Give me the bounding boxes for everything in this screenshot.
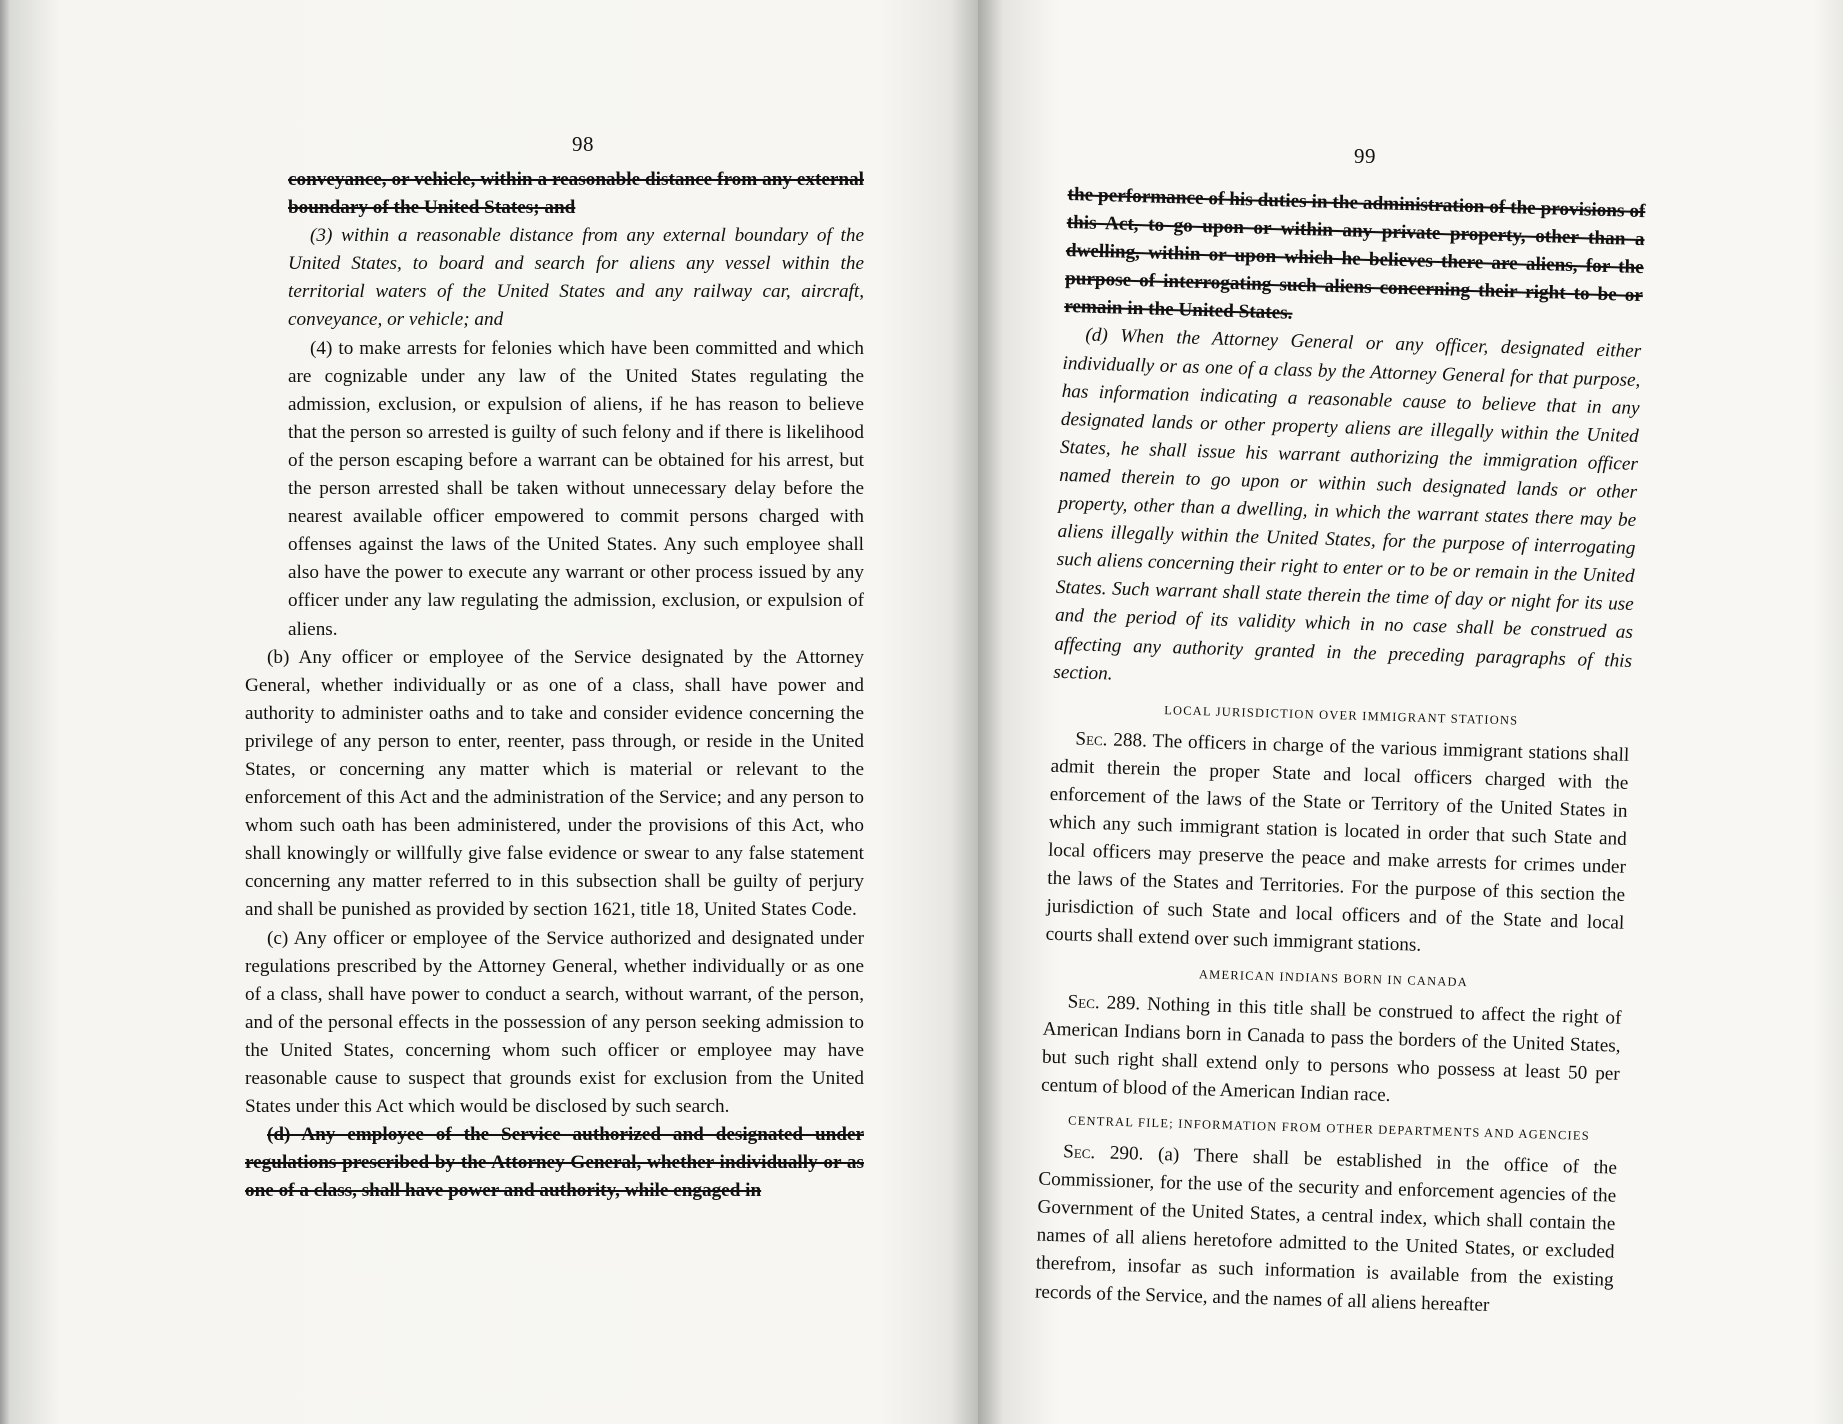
right-page-body bbox=[1035, 181, 1646, 1323]
subsection-d-struck: (d) Any employee of the Service authorized and designated under regulations prescribed by the Attorney General, whether individually or as one of a class, shall have power and authority, while engaged in bbox=[245, 1124, 864, 1202]
section-heading: AMERICAN INDIANS BORN IN CANADA bbox=[1198, 966, 1469, 989]
subsection-d-italic: (d) When the Attorney General or any officer, designated either individually or as one of a class by the Attorney General for that purpose, has information indicating a reasonable cause to believe that in any designated lands or other property aliens are illegally within the United States, he shall issue his warrant authorizing the immigration officer named therein to go upon or within such designated lands or other property, other than a dwelling, in which the warrant states there may be aliens illegally within the United States, for the purpose of interrogating such aliens concerning their right to enter or to be or remain in the United States. Such warrant shall state therein the time of day or night for its use and the period of its validity which in no case shall be construed as affecting any authority granted in the preceding paragraphs of this section. bbox=[1053, 325, 1642, 685]
section-text: Nothing in this title shall be construed to affect the right of American Indians born in Canada to pass the borders of the United States, but such right shall extend only to persons who possess at least 50 per centum of blood of the American Indian race. bbox=[1040, 993, 1622, 1106]
left-page-body bbox=[245, 166, 864, 1205]
item-3-italic: (3) within a reasonable distance from any external boundary of the United States, to board and search for aliens any vessel within the territorial waters of the United States and any railway car, aircraft, conveyance, or vehicle; and bbox=[288, 225, 864, 331]
section-290 bbox=[1035, 1138, 1618, 1324]
right-page-number: 99 bbox=[1354, 144, 1376, 168]
subsection-c: (c) Any officer or employee of the Service authorized and designated under regulations prescribed by the Attorney General, whether individually or as one of a class, shall have power to conduct a search, without warrant, of the person, and of the personal effects in the possession of any person seeking admission to the United States, concerning whom such officer or employee may have reasonable cause to suspect that grounds exist for exclusion from the United States under this Act which would be disclosed by such search. bbox=[245, 927, 864, 1118]
section-text: The officers in charge of the various immigrant stations shall admit therein the proper State and local officers charged with the enforcement of the laws of the State or Territory of the United States in which any such immigrant station is located in order that such State and local officers may preserve the peace and make arrests for crimes under the laws of the States and Territories. For the purpose of this section the jurisdiction of such State and local officers and of the State and local courts shall extend over such immigrant stations. bbox=[1045, 730, 1630, 957]
section-label: Sec. 288. bbox=[1075, 728, 1148, 752]
section-text: (a) There shall be established in the office of the Commissioner, for the use of the security and enforcement agencies of the Government of the United States, a central index, which shall contain the names of all aliens heretofore admitted to the United States, or excluded therefrom, insofar as such information is available from the existing records of the Service, and the names of all aliens hereafter bbox=[1034, 1144, 1618, 1316]
section-label: Sec. 289. bbox=[1067, 990, 1141, 1015]
struck-fragment: conveyance, or vehicle, within a reasonable distance from any external boundary of the United States; and bbox=[288, 169, 864, 219]
section-heading: LOCAL JURISDICTION OVER IMMIGRANT STATIONS bbox=[1164, 702, 1519, 728]
left-page-number: 98 bbox=[572, 132, 594, 156]
section-289 bbox=[1041, 987, 1622, 1116]
section-288 bbox=[1045, 725, 1629, 967]
item-4: (4) to make arrests for felonies which have been committed and which are cognizable under any law of the United States regulating the admission, exclusion, or expulsion of aliens, if he has reason to believe that the person so arrested is guilty of such felony and if there is likelihood of the person escaping before a warrant can be obtained for his arrest, but the person arrested shall be taken without unnecessary delay before the nearest available officer empowered to commit persons charged with offenses against the laws of the United States. Any such employee shall also have the power to execute any warrant or other process issued by any officer under any law regulating the admission, exclusion, or expulsion of aliens. bbox=[288, 337, 864, 640]
section-heading: CENTRAL FILE; INFORMATION FROM OTHER DEPARTMENTS AND AGENCIES bbox=[1067, 1113, 1591, 1143]
section-label: Sec. 290. bbox=[1062, 1141, 1144, 1165]
subsection-b: (b) Any officer or employee of the Service designated by the Attorney General, whether individually or as one of a class, shall have power and authority to administer oaths and to take and consider evidence concerning the privilege of any person to enter, reenter, pass through, or reside in the United States, or concerning any matter which is material or relevant to the enforcement of this Act and the administration of the Service; and any person to whom such oath has been administered, under the provisions of this Act, who shall knowingly or willfully give false evidence or swear to any false statement concerning any matter referred to in this subsection shall be guilty of perjury and shall be punished as provided by section 1621, title 18, United States Code. bbox=[245, 646, 864, 921]
struck-continuation: the performance of his duties in the administration of the provisions of this Act, to go upon or within any private property, other than a dwelling, within or upon which he believes there are aliens, for the purpose of interrogating such aliens concerning their right to be or remain in the United States. bbox=[1063, 183, 1646, 325]
